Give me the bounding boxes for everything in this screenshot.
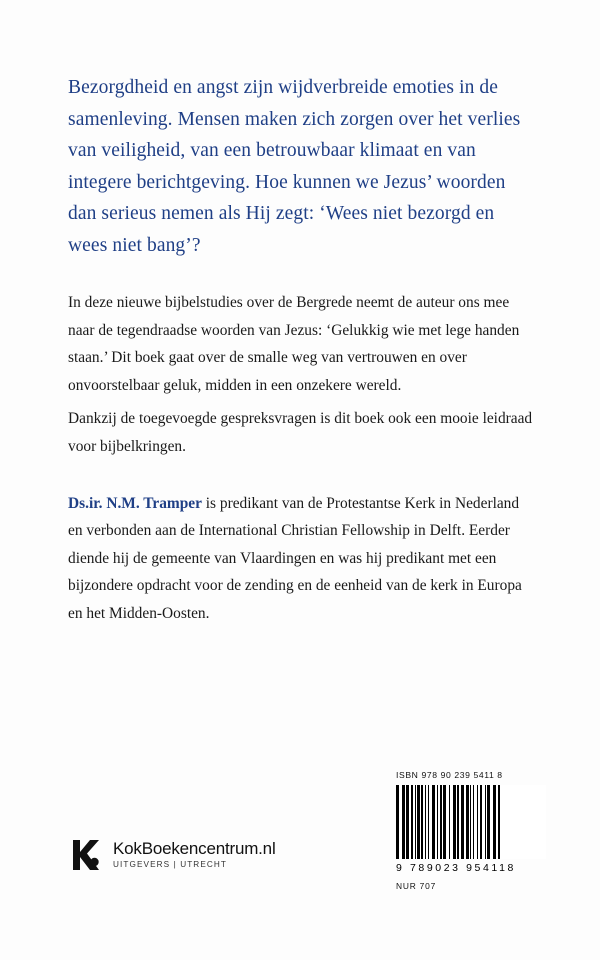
publisher-logo <box>70 838 276 872</box>
author-name: Ds.ir. N.M. Tramper <box>68 495 202 512</box>
publisher-mark-icon <box>70 838 104 872</box>
publisher-text <box>113 840 276 869</box>
barcode-image <box>396 785 546 859</box>
publisher-name: KokBoekencentrum.nl <box>113 839 276 859</box>
cover-text-block <box>68 72 534 627</box>
barcode-block <box>396 770 546 891</box>
author-bio: is predikant van de Protestantse Kerk in Nederland en verbonden aan de International Christian Fellowship in Delft. Eerder diende hij de gemeente van Vlaardingen en was hij predikant met een bijzondere opdracht voor de zending en de eenheid van de kerk in Europa en het Midden-Oosten. <box>68 495 522 622</box>
lead-paragraph: Bezorgdheid en angst zijn wijdverbreide emoties in de samenleving. Mensen maken zich zorgen over het verlies van veiligheid, van een betrouwbaar klimaat en van integere berichtgeving. Hoe kunnen we Jezus’ woorden dan serieus nemen als Hij zegt: ‘Wees niet bezorgd en wees niet bang’? <box>68 77 521 256</box>
publisher-subtitle: UITGEVERS | UTRECHT <box>113 860 228 870</box>
author-paragraph <box>68 490 534 627</box>
isbn-label: ISBN 978 90 239 5411 8 <box>396 770 503 780</box>
nur-code: NUR 707 <box>396 881 437 891</box>
body-paragraph-2: Dankzij de toegevoegde gespreksvragen is dit boek ook een mooie leidraad voor bijbelkringen. <box>68 410 533 455</box>
body-paragraph-1: In deze nieuwe bijbelstudies over de Bergrede neemt de auteur ons mee naar de tegendraadse woorden van Jezus: ‘Gelukkig wie met lege handen staan.’ Dit boek gaat over de smalle weg van vertrouwen en over onvoorstelbaar geluk, midden in een onzekere wereld. <box>68 294 520 394</box>
barcode-number: 9 789023 954118 <box>396 862 516 874</box>
